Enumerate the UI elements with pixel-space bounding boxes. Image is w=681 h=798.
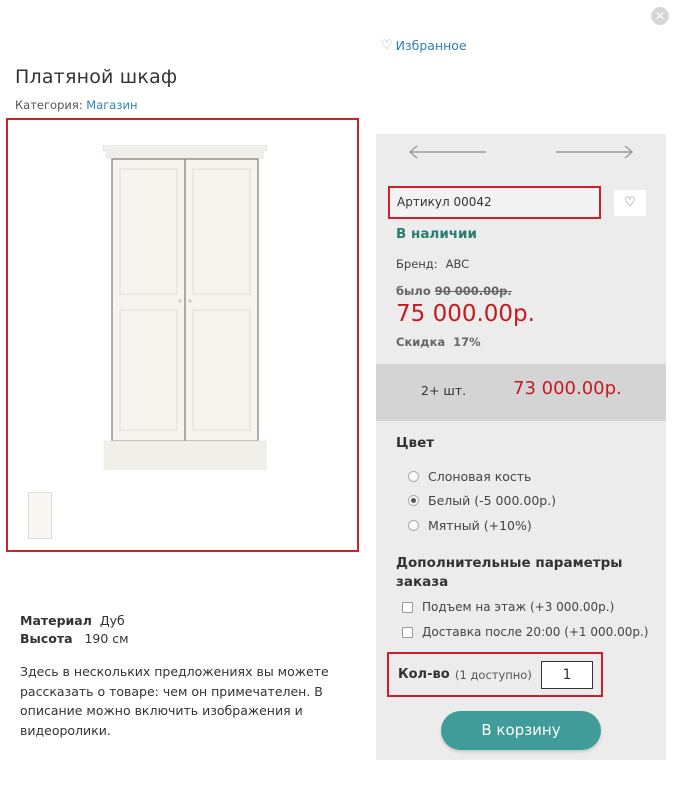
product-specs bbox=[20, 612, 129, 648]
quantity-price-tier bbox=[376, 364, 666, 421]
category-link[interactable]: Магазин bbox=[86, 98, 138, 112]
purchase-panel bbox=[376, 134, 666, 760]
old-price bbox=[396, 284, 512, 298]
discount-value: 17% bbox=[453, 335, 481, 349]
old-price-value: 90 000.00р. bbox=[434, 284, 512, 298]
spec-value: 190 см bbox=[84, 631, 129, 646]
brand-value: ABC bbox=[445, 257, 470, 271]
extra-option-late-delivery[interactable] bbox=[402, 625, 648, 639]
quantity-selector bbox=[387, 652, 603, 697]
previous-product-arrow-icon[interactable] bbox=[408, 144, 488, 160]
stock-status: В наличии bbox=[396, 226, 477, 242]
brand-label: Бренд: bbox=[396, 257, 438, 271]
heart-icon: ♡ bbox=[624, 195, 636, 210]
color-option-ivory[interactable] bbox=[408, 469, 531, 484]
tier-price: 73 000.00р. bbox=[513, 378, 622, 399]
sku-field: Артикул 00042 bbox=[388, 186, 601, 219]
color-option-white[interactable] bbox=[408, 493, 556, 508]
quantity-input[interactable] bbox=[541, 661, 593, 689]
spec-label: Высота bbox=[20, 631, 73, 646]
spec-material bbox=[20, 612, 129, 630]
option-label: Подъем на этаж (+3 000.00р.) bbox=[422, 600, 615, 614]
option-label: Белый (-5 000.00р.) bbox=[428, 493, 557, 508]
add-to-cart-button[interactable]: В корзину bbox=[441, 711, 601, 750]
radio-icon[interactable] bbox=[408, 520, 419, 531]
close-button[interactable] bbox=[651, 7, 669, 25]
color-title: Цвет bbox=[396, 435, 435, 451]
radio-checked-icon[interactable] bbox=[408, 495, 419, 506]
wardrobe-image[interactable] bbox=[100, 145, 270, 470]
close-icon: ✕ bbox=[654, 9, 666, 23]
add-to-wishlist-button[interactable] bbox=[614, 190, 646, 216]
color-option-mint[interactable] bbox=[408, 518, 532, 533]
quantity-available: (1 доступно) bbox=[455, 668, 532, 682]
option-label: Слоновая кость bbox=[428, 469, 532, 484]
gallery-thumbnail[interactable] bbox=[28, 492, 52, 539]
quantity-label: Кол-во bbox=[398, 667, 450, 682]
spec-height bbox=[20, 630, 129, 648]
extra-option-floor-lift[interactable] bbox=[402, 600, 614, 614]
product-gallery bbox=[6, 118, 359, 552]
product-title: Платяной шкаф bbox=[15, 66, 178, 88]
favorites-label: Избранное bbox=[395, 38, 467, 53]
extras-title: Дополнительные параметры заказа bbox=[396, 555, 623, 590]
brand-info bbox=[396, 257, 469, 271]
product-description: Здесь в нескольких предложениях вы можете рассказать о товаре: чем он примечателен. В описание можно включить изображения и видеоролики. bbox=[20, 664, 329, 738]
spec-label: Материал bbox=[20, 613, 92, 628]
old-price-label: было bbox=[396, 284, 431, 298]
next-product-arrow-icon[interactable] bbox=[554, 144, 634, 160]
radio-icon[interactable] bbox=[408, 471, 419, 482]
option-label: Мятный (+10%) bbox=[428, 518, 532, 533]
current-price: 75 000.00р. bbox=[396, 301, 535, 327]
discount-label: Скидка bbox=[396, 335, 446, 349]
tier-quantity: 2+ шт. bbox=[421, 383, 467, 398]
favorites-link[interactable] bbox=[381, 38, 467, 53]
heart-icon: ♡ bbox=[381, 38, 393, 53]
checkbox-icon[interactable] bbox=[402, 602, 413, 613]
discount bbox=[396, 335, 481, 349]
category-label: Категория: bbox=[15, 98, 83, 112]
option-label: Доставка после 20:00 (+1 000.00р.) bbox=[422, 625, 649, 639]
product-category bbox=[15, 98, 137, 112]
checkbox-icon[interactable] bbox=[402, 627, 413, 638]
spec-value: Дуб bbox=[99, 613, 125, 628]
